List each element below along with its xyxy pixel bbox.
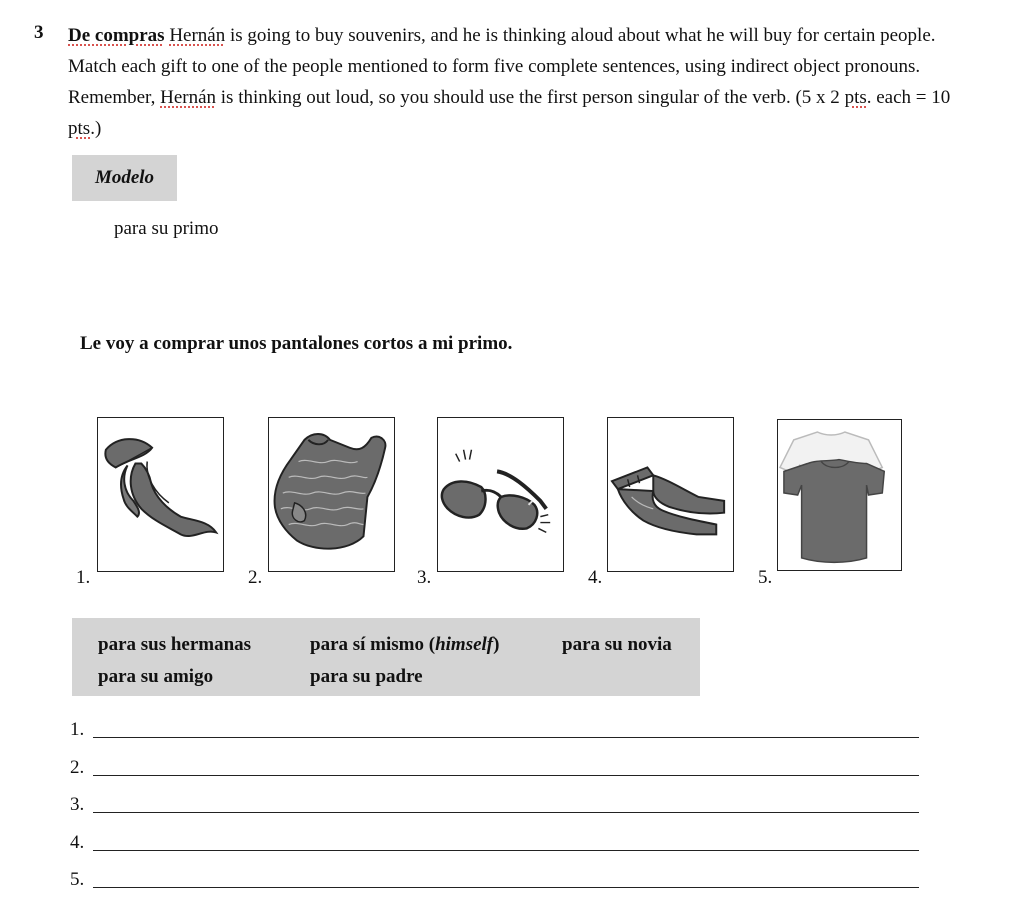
tshirts-icon [778, 420, 901, 570]
instructions-text-2: is going to buy souvenirs, and he is thinking aloud about what he will buy for certain people. Match each gift to one of the people mentioned to form five complete sentences, using indirect object pronouns. Remember, [68, 25, 936, 108]
image-1-frame [97, 417, 224, 572]
pts-abbrev-2: pts [68, 118, 91, 139]
word-bank-item-novia: para su novia [562, 634, 672, 655]
modelo-label: Modelo [94, 167, 155, 188]
question-number: 3 [34, 22, 44, 43]
modelo-label-box [72, 155, 177, 201]
word-bank-himself: himself [435, 634, 494, 655]
word-bank-item-amigo: para su amigo [98, 666, 214, 687]
image-3-label: 3. [417, 567, 432, 588]
answer-1-number: 1. [70, 719, 85, 740]
name-hernan-2: Hernán [160, 87, 217, 108]
scarf-icon [98, 418, 223, 571]
sweater-icon [269, 418, 394, 571]
word-bank-item-si-mismo [310, 634, 499, 656]
sunglasses-icon [438, 418, 563, 571]
image-2-frame [268, 417, 395, 572]
answer-2-line[interactable] [93, 775, 919, 776]
image-4-label: 4. [588, 567, 603, 588]
image-1-label: 1. [76, 567, 91, 588]
word-bank-close-paren: ) [493, 634, 500, 655]
answer-4-line[interactable] [93, 850, 919, 851]
pts-abbrev-1: pts [844, 87, 867, 108]
instructions-text-3: is thinking out loud, so you should use the first person singular of the verb. (5 x 2 [216, 87, 845, 108]
image-3-frame [437, 417, 564, 572]
image-5-label: 5. [758, 567, 773, 588]
instructions-text-5: .) [90, 118, 102, 139]
word-bank-si-mismo-text: para sí mismo ( [310, 634, 436, 655]
word-bank-item-hermanas: para sus hermanas [98, 634, 252, 655]
answer-4-number: 4. [70, 832, 85, 853]
answer-3-line[interactable] [93, 812, 919, 813]
question-title: De compras [68, 25, 165, 46]
name-hernan-1: Hernán [169, 25, 226, 46]
answer-2-number: 2. [70, 757, 85, 778]
instructions-paragraph [68, 20, 978, 144]
image-5-frame [777, 419, 902, 571]
modelo-answer: Le voy a comprar unos pantalones cortos a mi primo. [80, 333, 513, 354]
pants-icon [608, 418, 733, 571]
answer-5-line[interactable] [93, 887, 919, 888]
answer-3-number: 3. [70, 794, 85, 815]
word-bank-item-padre: para su padre [310, 666, 423, 687]
answer-1-line[interactable] [93, 737, 919, 738]
image-4-frame [607, 417, 734, 572]
answer-5-number: 5. [70, 869, 85, 890]
modelo-prompt: para su primo [114, 218, 219, 239]
instructions-text-4: . each = 10 [866, 87, 951, 108]
image-2-label: 2. [248, 567, 263, 588]
